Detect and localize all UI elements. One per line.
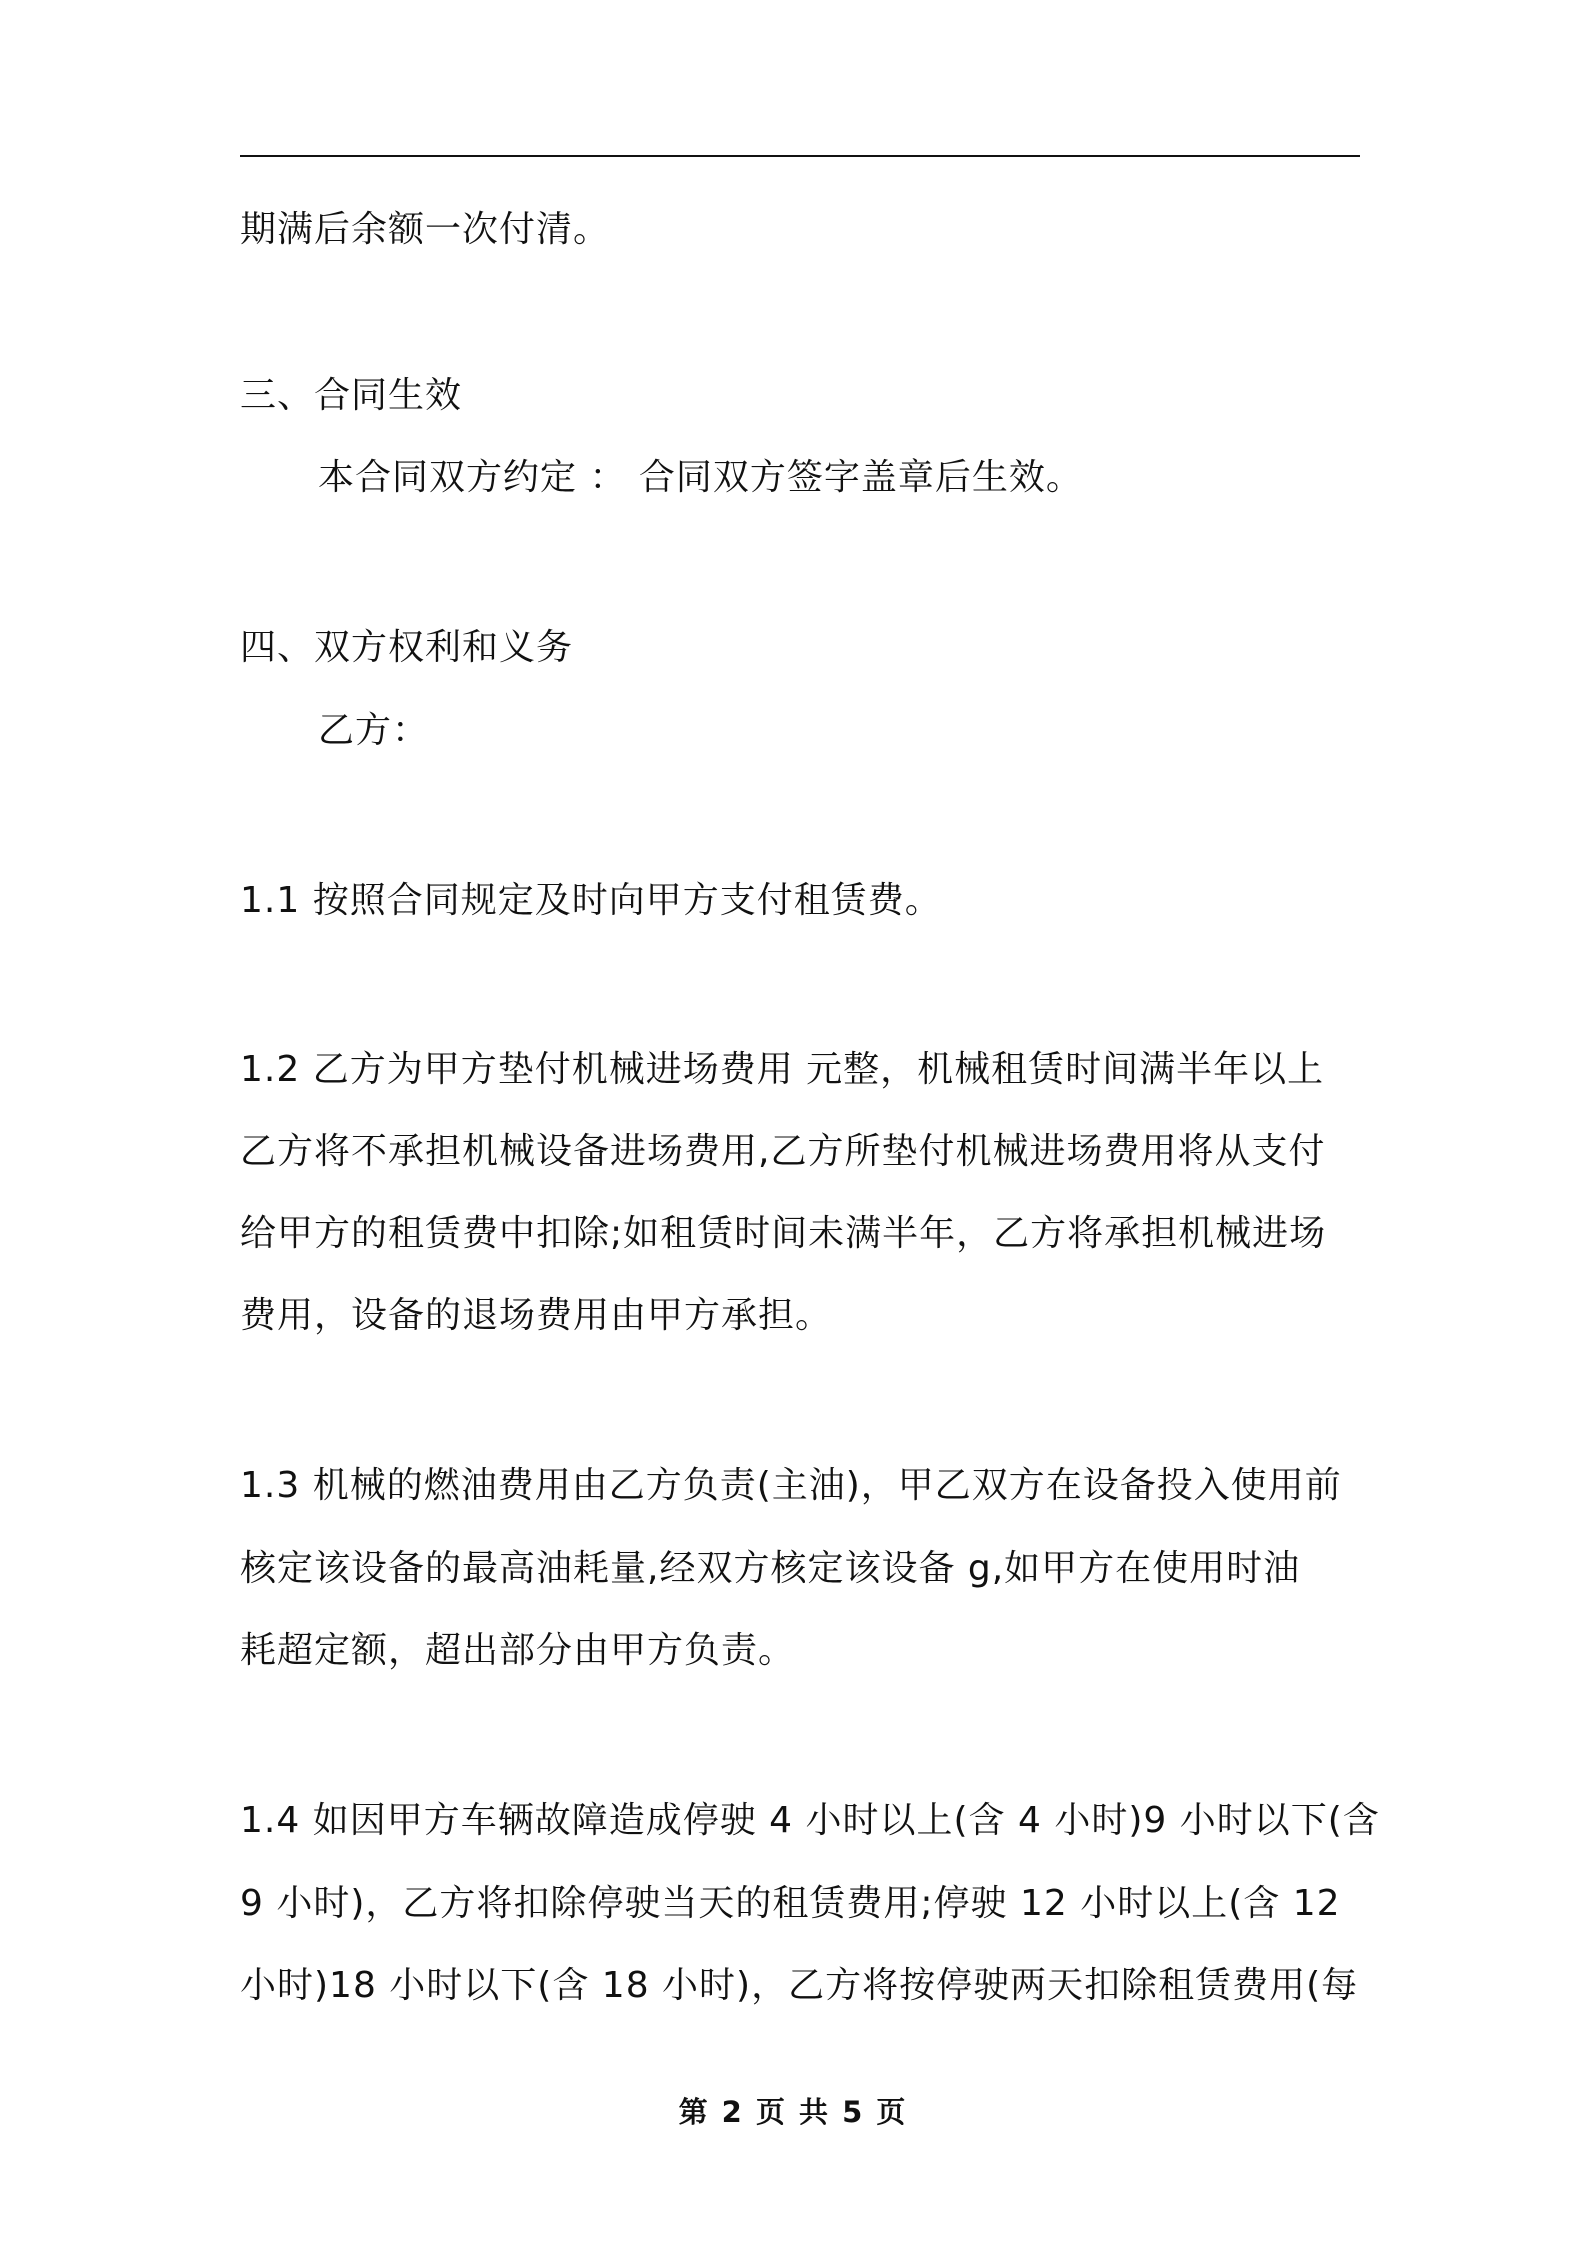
header-rule — [240, 155, 1360, 157]
clause-1-3-line-1: 1.3 机械的燃油费用由乙方负责(主油)，甲乙双方在设备投入使用前 — [240, 1465, 1342, 1506]
section-heading-contract-effect: 三、合同生效 — [240, 375, 463, 416]
clause-1-2-line-2: 乙方将不承担机械设备进场费用,乙方所垫付机械进场费用将从支付 — [240, 1131, 1326, 1172]
clause-1-2-line-4: 费用，设备的退场费用由甲方承担。 — [240, 1295, 833, 1336]
clause-1-3-line-3: 耗超定额，超出部分由甲方负责。 — [240, 1630, 796, 1671]
clause-1-1: 1.1 按照合同规定及时向甲方支付租赁费。 — [240, 880, 942, 921]
clause-1-2-line-3: 给甲方的租赁费中扣除;如租赁时间未满半年，乙方将承担机械进场 — [240, 1213, 1327, 1254]
text-line-balance: 期满后余额一次付清。 — [240, 209, 611, 250]
clause-1-4-line-2: 9 小时)，乙方将扣除停驶当天的租赁费用;停驶 12 小时以上(含 12 — [240, 1883, 1341, 1924]
section-heading-rights-obligations: 四、双方权利和义务 — [240, 627, 574, 668]
party-b-label: 乙方： — [318, 710, 430, 751]
page-number: 第 2 页 共 5 页 — [678, 2095, 908, 2129]
text-line-effect-terms: 本合同双方约定 ： 合同双方签字盖章后生效。 — [318, 457, 1083, 498]
clause-1-4-line-3: 小时)18 小时以下(含 18 小时)，乙方将按停驶两天扣除租赁费用(每 — [240, 1965, 1359, 2006]
clause-1-4-line-1: 1.4 如因甲方车辆故障造成停驶 4 小时以上(含 4 小时)9 小时以下(含 — [240, 1800, 1380, 1841]
clause-1-3-line-2: 核定该设备的最高油耗量,经双方核定该设备 g,如甲方在使用时油 — [240, 1548, 1301, 1589]
clause-1-2-line-1: 1.2 乙方为甲方垫付机械进场费用 元整，机械租赁时间满半年以上 — [240, 1049, 1325, 1090]
